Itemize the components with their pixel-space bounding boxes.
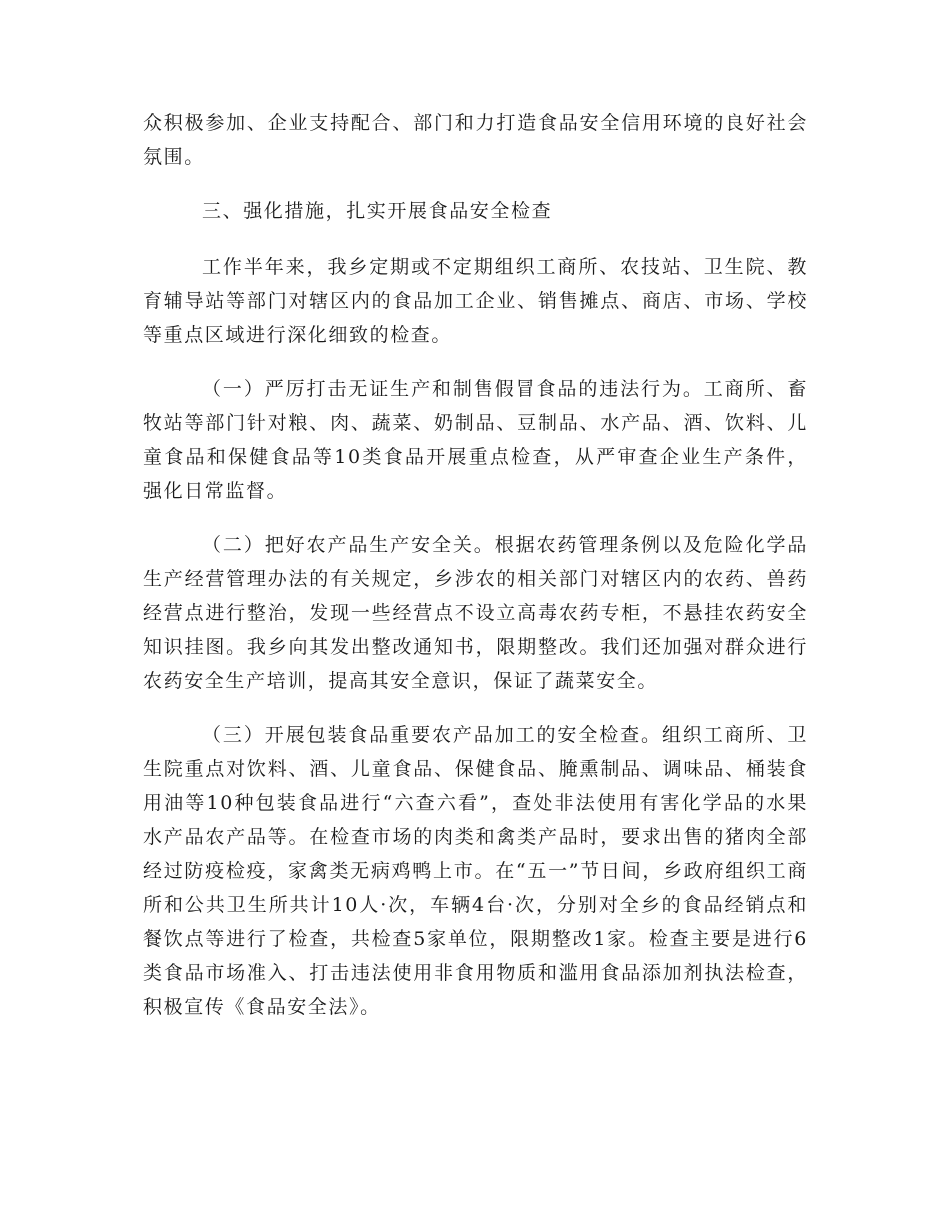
paragraph-overview: 工作半年来，我乡定期或不定期组织工商所、农技站、卫生院、教育辅导站等部门对辖区内的食品加工企业、销售摊点、商店、市场、学校等重点区域进行深化细致的检查。	[143, 256, 808, 346]
paragraph-continuation: 众积极参加、企业支持配合、部门和力打造食品安全信用环境的良好社会氛围。	[143, 112, 808, 168]
paragraph-item-1: （一）严厉打击无证生产和制售假冒食品的违法行为。工商所、畜牧站等部门针对粮、肉、蔬菜、奶制品、豆制品、水产品、酒、饮料、儿童食品和保健食品等10类食品开展重点检查，从严审查企业生产条件，强化日常监督。	[143, 378, 808, 502]
section-heading: 三、强化措施，扎实开展食品安全检查	[202, 200, 553, 222]
paragraph-item-2: （二）把好农产品生产安全关。根据农药管理条例以及危险化学品生产经营管理办法的有关规定，乡涉农的相关部门对辖区内的农药、兽药经营点进行整治，发现一些经营点不设立高毒农药专柜，不悬挂农药安全知识挂图。我乡向其发出整改通知书，限期整改。我们还加强对群众进行农药安全生产培训，提高其安全意识，保证了蔬菜安全。	[143, 534, 808, 692]
paragraph-item-3: （三）开展包装食品重要农产品加工的安全检查。组织工商所、卫生院重点对饮料、酒、儿童食品、保健食品、腌熏制品、调味品、桶装食用油等10种包装食品进行“六查六看”，查处非法使用有害化学品的水果水产品农产品等。在检查市场的肉类和禽类产品时，要求出售的猪肉全部经过防疫检疫，家禽类无病鸡鸭上市。在“五一”节日间，乡政府组织工商所和公共卫生所共计10人·次，车辆4台·次，分别对全乡的食品经销点和餐饮点等进行了检查，共检查5家单位，限期整改1家。检查主要是进行6类食品市场准入、打击违法使用非食用物质和滥用食品添加剂执法检查，积极宣传《食品安全法》。	[143, 724, 808, 1018]
document-body	[143, 106, 808, 1044]
